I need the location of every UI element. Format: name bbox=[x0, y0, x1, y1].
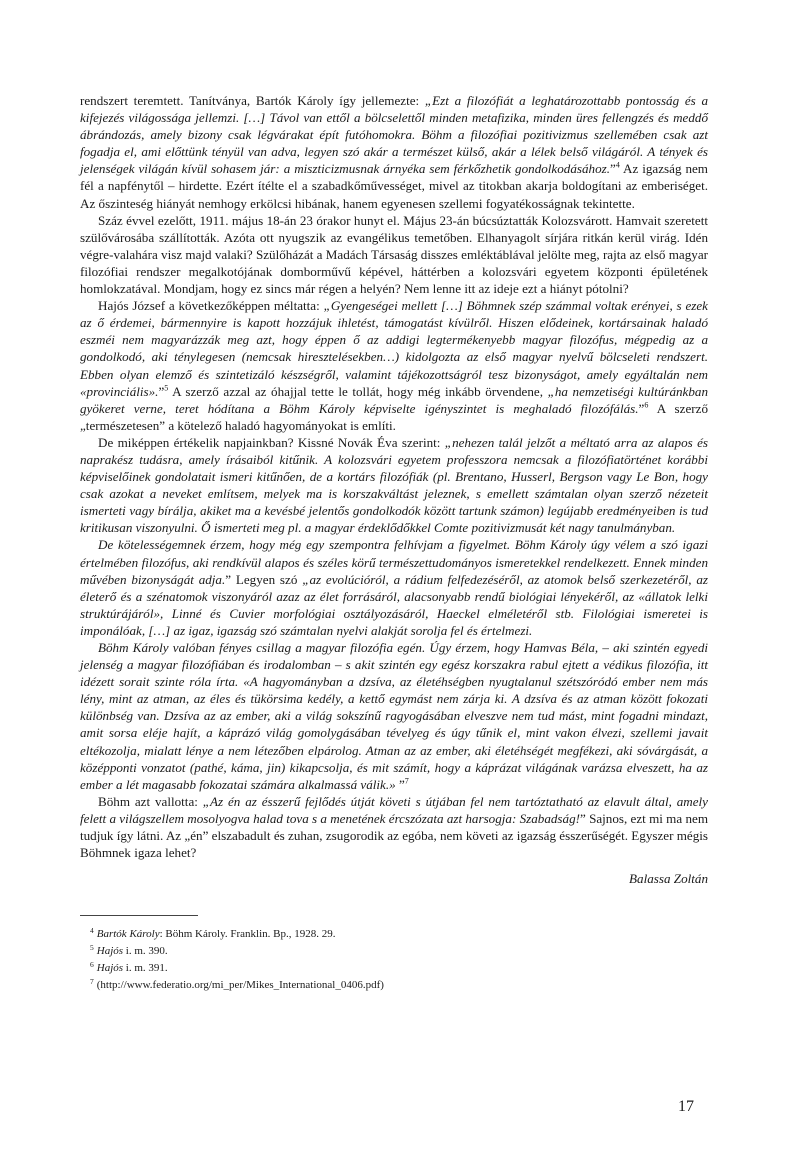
paragraph-2 bbox=[80, 212, 708, 297]
footnote-5 bbox=[90, 943, 708, 960]
body-text: Hajós József a következőképpen méltatta: bbox=[98, 298, 324, 314]
body-text: Az igazság nem fél a napfénytől – hirdette. Ezért ítélte el a szabadkőművességet, mivel az titokban akarja boldogítani az emberiséget. Az őszinteség hiányát nemhogy erkölcsi hibának, hanem egyenesen szellemi fogyatékosságnak tekintette. bbox=[80, 161, 708, 211]
footnotes bbox=[80, 926, 708, 994]
footnote-ref: 7 bbox=[404, 776, 409, 786]
footnote-number: 4 bbox=[90, 925, 94, 935]
body-text: : Böhm Károly. Franklin. Bp., 1928. 29. bbox=[159, 928, 336, 941]
quoted-text: „Gyengeségei mellett […] Böhmnek szép számmal voltak erényei, s ezek az ő érdemei, bármennyire is kapott hozzájuk ihletést, támogatást kívülről. Hiszen elődeinek, kortársainak haladó eszméi nem magyarázzák meg azt, hogy éppen ő az addigi legtermékenyebb magyar filozófus, mégpedig az a gondolkodó, aki ténylegesen (nemcsak hiresztelésekben…) kidolgozta az első magyar nyelvű bölcseleti rendszert. Ebben olyan elemző és szintetizáló készségről, valamint tájékozottságról tesz bizonyságot, amely egyáltalán nem «provinciális». bbox=[80, 298, 708, 399]
body-text: ” Sajnos, ezt mi ma nem tudjuk így látni. Az „én” elszabadult és zuhan, zsugorodik az egóba, nem követi az igazság ésszerűségét. Egyszer mégis Böhmnek igaza lehet? bbox=[80, 810, 709, 861]
body-text: Böhm azt vallotta: bbox=[98, 793, 203, 809]
paragraph-7 bbox=[80, 793, 708, 861]
body-text: ” bbox=[395, 776, 405, 792]
quoted-text: „nehezen talál jelzőt a méltató arra az alapos és naprakész tudásra, amely írásaiból kitűnik. A kolozsvári egyetem professzora nemcsak a filozófiatörténet korábbi képviselőinek gondolatait ismeri kitűnően, de a kortárs filozófiák (pl. Brentano, Husserl, Bergson vagy Le Bon, hogy csak azokat a neveket említsem, melyek ma is korszakváltást jeleznek, s emellett számtalan olyan szerző nézeteit ismerteti vagy bírálja, akiket ma a kevésbé jelentős gondolkodók között tartunk számon) legújabb eredményeiben is tud kritikusan viszonyulni. Ő ismerteti meg pl. a magyar érdeklődőkkel Comte pozitivizmusát két nagy tanulmányban. bbox=[80, 434, 708, 536]
footnote-number: 5 bbox=[90, 942, 94, 952]
article-text bbox=[80, 92, 708, 861]
footnote-number: 7 bbox=[90, 976, 94, 986]
footnote-ref: 5 bbox=[164, 383, 169, 393]
body-text: ” Legyen szó bbox=[225, 571, 303, 587]
author-signature: Balassa Zoltán bbox=[629, 871, 708, 887]
footnote-ref: 6 bbox=[644, 400, 649, 410]
body-text: ” bbox=[638, 400, 645, 416]
footnote-6 bbox=[90, 960, 708, 977]
quoted-text: Bartók Károly bbox=[96, 928, 160, 941]
body-text: ” bbox=[610, 161, 616, 177]
body-text: i. m. 390. bbox=[123, 945, 168, 958]
body-text: (http://www.federatio.org/mi_per/Mikes_International_0406.pdf) bbox=[96, 979, 384, 992]
body-text: A szerző azzal az óhajjal tette le tollát, hogy még inkább örvendene, bbox=[168, 383, 548, 399]
quoted-text: „ha nemzetiségi kultúránkban gyökeret verne, teret hódítana a Böhm Károly képviselte igényszintet is meghaladó filozófálás. bbox=[80, 383, 709, 416]
body-text: Száz évvel ezelőtt, 1911. május 18-án 23 órakor hunyt el. Május 23-án búcsúztatták Kolozsvárott. Hamvait szeretett szülővárosába szállították. Azóta ott nyugszik az evangélikus temetőben. Elhanyagolt sírjára ritkán kerül virág. Idén végre-valahára visz majd valaki? Szülőházát a Madách Társaság disszes emléktáblával jelölte meg, rajta az első magyar filozófiai rendszer megalkotójának domborművű képével, háttérben a kolozsvári egyetem központi épületének homlokzatával. Mondjam, hogy ez sincs már régen a helyén? Nem lenne itt az ideje ezt a hiányt pótolni? bbox=[80, 212, 708, 297]
body-text: De miképpen értékelik napjainkban? Kissné Novák Éva szerint: bbox=[98, 434, 445, 450]
footnote-divider bbox=[80, 915, 198, 916]
footnote-number: 6 bbox=[90, 959, 94, 969]
body-text: ” bbox=[158, 383, 165, 399]
quoted-text: Böhm Károly valóban fényes csillag a magyar filozófia egén. Úgy érzem, hogy Hamvas Béla, – aki szintén egyedi jelenség a magyar filozófiában és irodalomban – s akit szintén egy egész korszakra rabul ejtett a védikus filozófia, itt idézett sorait szinte róla írta. «A hagyományban a dzsíva, az életéhségben nyugtalanul szétszóródó ember nem más lény, mint az atman, az éles és tükörsima kedély, a kettő egymást nem zárja ki. A dzsíva és az atman között fokozati különbség van. Dzsíva az az ember, aki a világ sokszínű ragyogásában elveszve nem tud mást, mint fogadni mindazt, amit sorsa eléje hajít, a káprázó világ gomolygásában tévelyeg és úgy tűnik el, mint vakon élvezi, szellemi javait eltékozolja, mialatt lénye a nem létezőben elpárolog. Atman az az ember, aki életéhségét megfékezi, aki sóvárgását, a középponti vonzatot (pathé, káma, jin) kikapcsolja, és mit számít, hogy a káprázat világának varázsa elveszett, ha az ember a lét magasabb fokozatai számára alkalmassá válik.» bbox=[80, 640, 708, 792]
page-body bbox=[80, 92, 708, 994]
quoted-text: „Ezt a filozófiát a leghatározottabb pontosság és a kifejezés világossága jellemzi. […] Távol van ettől a bölcselettől minden metafizika, minden üres fellengzés és meddő ábrándozás, amely bizony csak légvárakat épít futóhomokra. Böhm a filozófiai pozitivizmus szellemében csak azt fogadja el, ami előttünk tényül van adva, legyen szó akár a természet külső, akár a lélek belső világáról. A tények és jelenségek világán kívül sohasem jár: a miszticizmusnak árnyéka sem férkőzhetik gondolkodásához. bbox=[80, 93, 708, 177]
paragraph-5 bbox=[80, 536, 708, 639]
paragraph-6 bbox=[80, 639, 708, 793]
body-text: rendszert teremtett. Tanítványa, Bartók Károly így jellemezte: bbox=[80, 93, 425, 108]
paragraph-1 bbox=[80, 92, 708, 212]
footnote-7 bbox=[90, 977, 708, 994]
body-text: i. m. 391. bbox=[123, 962, 168, 975]
footnote-4 bbox=[90, 926, 708, 943]
quoted-text: Hajós bbox=[96, 962, 124, 975]
footnote-ref: 4 bbox=[615, 161, 620, 171]
paragraph-3 bbox=[80, 297, 708, 434]
quoted-text: Hajós bbox=[96, 945, 124, 958]
paragraph-4 bbox=[80, 434, 708, 537]
quoted-text: De kötelességemnek érzem, hogy még egy szempontra felhívjam a figyelmet. Böhm Károly úgy vélem a szó igazi értelmében filozófus, aki rendkívül alapos és széles körű természettudományos ismeretekkel rendelkezett. Ennek minden művében bizonyságát adja. bbox=[80, 537, 708, 587]
quoted-text: „Az én az ésszerű fejlődés útját követi s útjában fel nem tartóztatható az elavult által, amely felett a világszellem mosolyogva halad tova s a menetének ércszózata azt harsogja: Szabadság! bbox=[80, 793, 708, 826]
quoted-text: „az evolúcióról, a rádium felfedezéséről, az atomok belső szerkezetéről, az életerő és a szénatomok viszonyáról azaz az élet forrásáról, alacsonyabb rendű biológiai lényekéről, az «állatok lelki struktúrájáról», Linné és Cuvier morfológiai osztályozásáról, Haeckel elméletéről stb. Filológiai ismeretei is imponálóak, […] az igaz, igazság szó számtalan nyelvi alakját sorolja fel és értelmezi. bbox=[80, 571, 708, 638]
body-text: A szerző „természetesen” a kötelező haladó hagyományokat is említi. bbox=[80, 400, 708, 433]
page-number: 17 bbox=[678, 1098, 694, 1115]
